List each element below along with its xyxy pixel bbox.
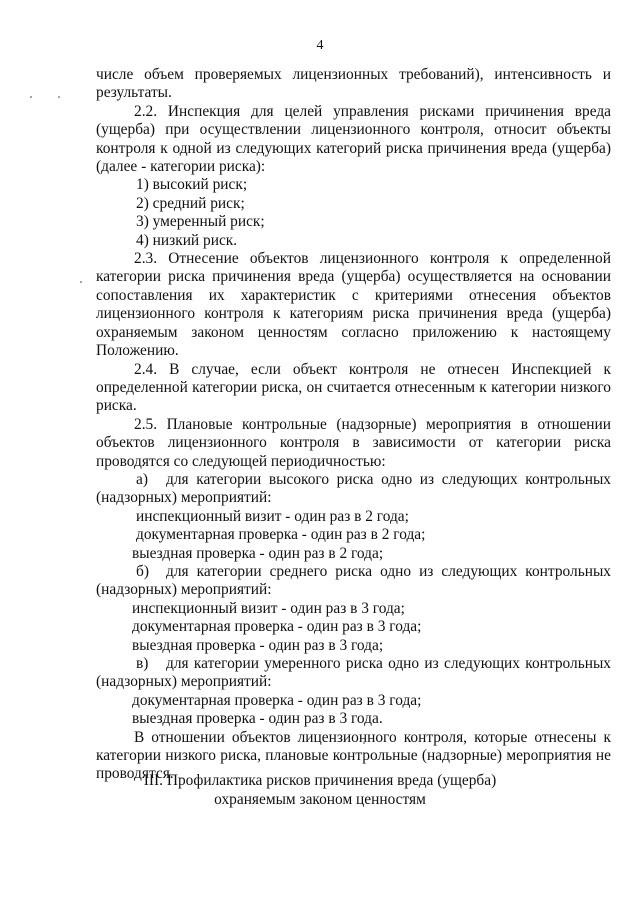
subitem-continuation: (надзорных) мероприятий:	[96, 489, 272, 507]
subitem-marker: б)	[136, 562, 149, 580]
subitem-continuation: (надзорных) мероприятий:	[96, 673, 272, 691]
risk-category-list	[96, 176, 611, 250]
subitem-c	[96, 655, 611, 673]
page-number: 4	[316, 38, 324, 53]
scan-speck	[80, 281, 82, 283]
list-item: выездная проверка - один раз в 3 года;	[132, 636, 384, 654]
list-item: инспекционный визит - один раз в 2 года;	[136, 507, 409, 525]
subitem-marker: в)	[136, 655, 149, 672]
list-item: инспекционный визит - один раз в 3 года;	[132, 599, 405, 617]
paragraph-2-3: 2.3. Отнесение объектов лицензионного контроля к определенной категории риска причинения вреда (ущерба) осуществляется на основании сопоставления их характеристик с критериями отнесения объектов лицензионного контроля к категориям риска причинения вреда (ущерба) охраняемым законом ценностям согласно приложению к настоящему Положению.	[96, 250, 611, 360]
list-item: выездная проверка - один раз в 2 года;	[132, 544, 384, 562]
paragraph-continuation: числе объем проверяемых лицензионных требований), интенсивность и результаты.	[96, 66, 611, 102]
scan-speck	[58, 96, 60, 98]
list-item: документарная проверка - один раз в 3 года;	[132, 618, 422, 636]
subitem-continuation: (надзорных) мероприятий:	[96, 581, 272, 599]
list-item: документарная проверка - один раз в 3 года;	[132, 691, 422, 709]
list-item: 1) высокий риск;	[136, 176, 248, 194]
list-item: 2) средний риск;	[136, 194, 245, 212]
subitem-marker: а)	[136, 470, 148, 488]
document-body	[96, 66, 611, 784]
paragraph-2-2: 2.2. Инспекция для целей управления рисками причинения вреда (ущерба) при осуществлении лицензионного контроля, относит объекты контроля к одной из следующих категорий риска причинения вреда (ущерба) (далее - категории риска):	[96, 102, 611, 176]
subitem-text: для категории среднего риска одно из следующих контрольных	[166, 562, 611, 580]
section-heading-line: III. Профилактика рисков причинения вреда (ущерба)	[143, 772, 497, 789]
list-item: 4) низкий риск.	[136, 231, 238, 249]
paragraph-2-5: 2.5. Плановые контрольные (надзорные) мероприятия в отношении объектов лицензионного контроля в зависимости от категории риска проводятся со следующей периодичностью:	[96, 415, 611, 470]
subitem-b	[96, 563, 611, 581]
subitem-a	[96, 471, 611, 489]
section-heading-line: охраняемым законом ценностям	[214, 791, 426, 808]
list-item: выездная проверка - один раз в 3 года.	[132, 710, 383, 728]
list-item: документарная проверка - один раз в 2 года;	[136, 526, 426, 544]
paragraph-low-risk: В отношении объектов лицензионного контроля, которые отнесены к категории низкого риска, плановые контрольные (надзорные) мероприятия не проводятся.	[96, 728, 611, 783]
scan-speck	[30, 96, 32, 98]
section-heading	[0, 771, 640, 809]
subitem-text: для категории умеренного риска одно из следующих контрольных	[166, 655, 611, 672]
subitem-text: для категории высокого риска одно из следующих контрольных	[166, 470, 611, 488]
paragraph-2-4: 2.4. В случае, если объект контроля не отнесен Инспекцией к определенной категории риска, он считается отнесенным к категории низкого риска.	[96, 360, 611, 415]
list-item: 3) умеренный риск;	[136, 213, 265, 231]
